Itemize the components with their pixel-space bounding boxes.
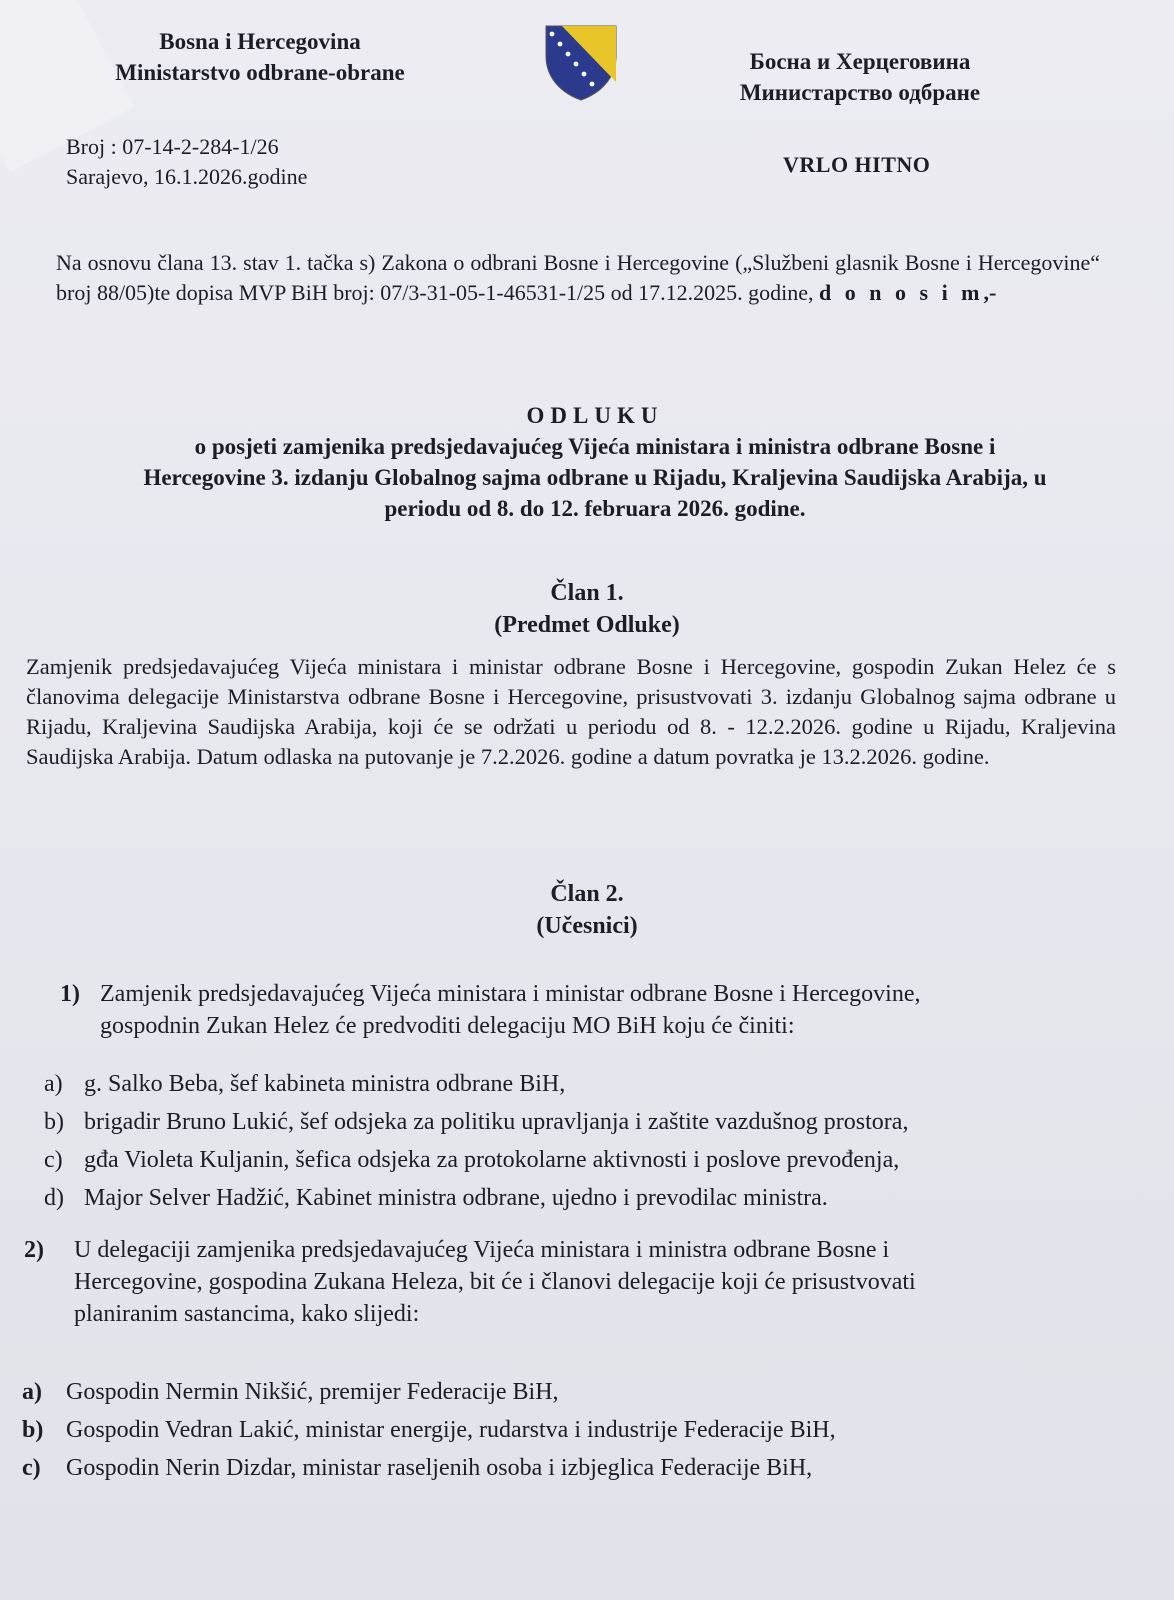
item-2-line-1: U delegaciji zamjenika predsjedavajućeg Vijeća ministara i ministra odbrane Bosne i	[74, 1237, 890, 1263]
item-2-members	[22, 1376, 1132, 1490]
list-letter: d)	[44, 1185, 64, 1211]
list-item	[22, 1452, 1132, 1490]
decision-word: ODLUKU	[526, 403, 664, 428]
header-ministry-cyrillic: Министарство одбране	[739, 80, 981, 105]
article-2-heading	[0, 878, 1174, 942]
item-2-line-2: Hercegovine, gospodina Zukana Heleza, bit će i članovi delegacije koji će prisustvovati	[74, 1269, 916, 1295]
member-text: Gospodin Nermin Nikšić, premijer Federacije BiH,	[66, 1379, 559, 1405]
urgency-label: VRLO HITNO	[783, 152, 931, 177]
item-1-number: 1)	[60, 981, 80, 1007]
member-text: g. Salko Beba, šef kabineta ministra odbrane BiH,	[84, 1071, 566, 1097]
member-text: Major Selver Hadžić, Kabinet ministra odbrane, ujedno i prevodilac ministra.	[84, 1185, 828, 1211]
preamble	[56, 248, 1100, 308]
reference-number: Broj : 07-14-2-284-1/26	[66, 134, 279, 159]
decision-line-2: Hercegovine 3. izdanju Globalnog sajma odbrane u Rijadu, Kraljevina Saudijska Arabija, u	[143, 465, 1047, 490]
reference-block	[66, 132, 307, 192]
list-item	[44, 1068, 1134, 1106]
list-item	[22, 1414, 1132, 1452]
list-letter: a)	[22, 1379, 42, 1405]
decision-title-block	[40, 400, 1150, 524]
item-1-line-1: Zamjenik predsjedavajućeg Vijeća ministara i ministar odbrane Bosne i Hercegovine,	[100, 981, 921, 1007]
preamble-verb: d o n o s i m	[819, 280, 984, 305]
article-2-subtitle: (Učesnici)	[536, 913, 638, 939]
item-2-number: 2)	[24, 1237, 44, 1263]
article-2-title: Član 2.	[550, 881, 624, 907]
member-text: Gospodin Vedran Lakić, ministar energije, rudarstva i industrije Federacije BiH,	[66, 1417, 836, 1443]
header-country-latin: Bosna i Hercegovina	[159, 29, 361, 54]
bih-coat-of-arms-icon	[540, 22, 622, 104]
list-item	[22, 1376, 1132, 1414]
header-left	[70, 26, 450, 88]
item-1-members	[44, 1068, 1134, 1220]
list-item	[44, 1144, 1134, 1182]
list-letter: c)	[22, 1455, 41, 1481]
preamble-text: Na osnovu člana 13. stav 1. tačka s) Zakona o odbrani Bosne i Hercegovine („Službeni glasnik Bosne i Hercegovine“ broj 88/05)te dopisa MVP BiH broj: 07/3-31-05-1-46531-1/25 od 17.12.2025. godine,	[56, 250, 1100, 305]
item-2-line-3: planiranim sastancima, kako slijedi:	[74, 1301, 420, 1327]
list-item	[44, 1106, 1134, 1144]
list-letter: b)	[44, 1109, 64, 1135]
list-letter: a)	[44, 1071, 63, 1097]
list-item	[44, 1182, 1134, 1220]
article-1-subtitle: (Predmet Odluke)	[494, 612, 680, 638]
member-text: Gospodin Nerin Dizdar, ministar raseljenih osoba i izbjeglica Federacije BiH,	[66, 1455, 813, 1481]
header-ministry-latin: Ministarstvo odbrane-obrane	[115, 60, 405, 85]
list-letter: b)	[22, 1417, 44, 1443]
participants-item-1	[60, 978, 1130, 1042]
list-letter: c)	[44, 1147, 63, 1173]
header-country-cyrillic: Босна и Херцеговина	[749, 49, 971, 74]
article-1-title: Član 1.	[550, 580, 624, 606]
place-date: Sarajevo, 16.1.2026.godine	[66, 164, 308, 189]
participants-item-2	[24, 1234, 1134, 1330]
decision-line-1: o posjeti zamjenika predsjedavajućeg Vijeća ministara i ministra odbrane Bosne i	[194, 434, 996, 459]
header-right	[700, 46, 1020, 108]
member-text: gđa Violeta Kuljanin, šefica odsjeka za protokolarne aktivnosti i poslove prevođenja,	[84, 1147, 900, 1173]
article-1-text: Zamjenik predsjedavajućeg Vijeća ministara i ministar odbrane Bosne i Hercegovine, gospodin Zukan Helez će s članovima delegacije Ministarstva odbrane Bosne i Hercegovine, prisustvovati 3. izdanju Globalnog sajma odbrane u Rijadu, Kraljevina Saudijska Arabija, koji će se održati u periodu od 8. - 12.2.2026. godine u Rijadu, Kraljevina Saudijska Arabija. Datum odlaska na putovanje je 7.2.2026. godine a datum povratka je 13.2.2026. godine.	[26, 654, 1116, 769]
member-text: brigadir Bruno Lukić, šef odsjeka za politiku upravljanja i zaštite vazdušnog prostora,	[84, 1109, 909, 1135]
article-1-heading	[0, 577, 1174, 641]
item-1-line-2: gospodnin Zukan Helez će predvoditi delegaciju MO BiH koju će činiti:	[100, 1013, 795, 1039]
preamble-tail: ,-	[983, 280, 997, 305]
decision-line-3: periodu od 8. do 12. februara 2026. godine.	[384, 496, 806, 521]
